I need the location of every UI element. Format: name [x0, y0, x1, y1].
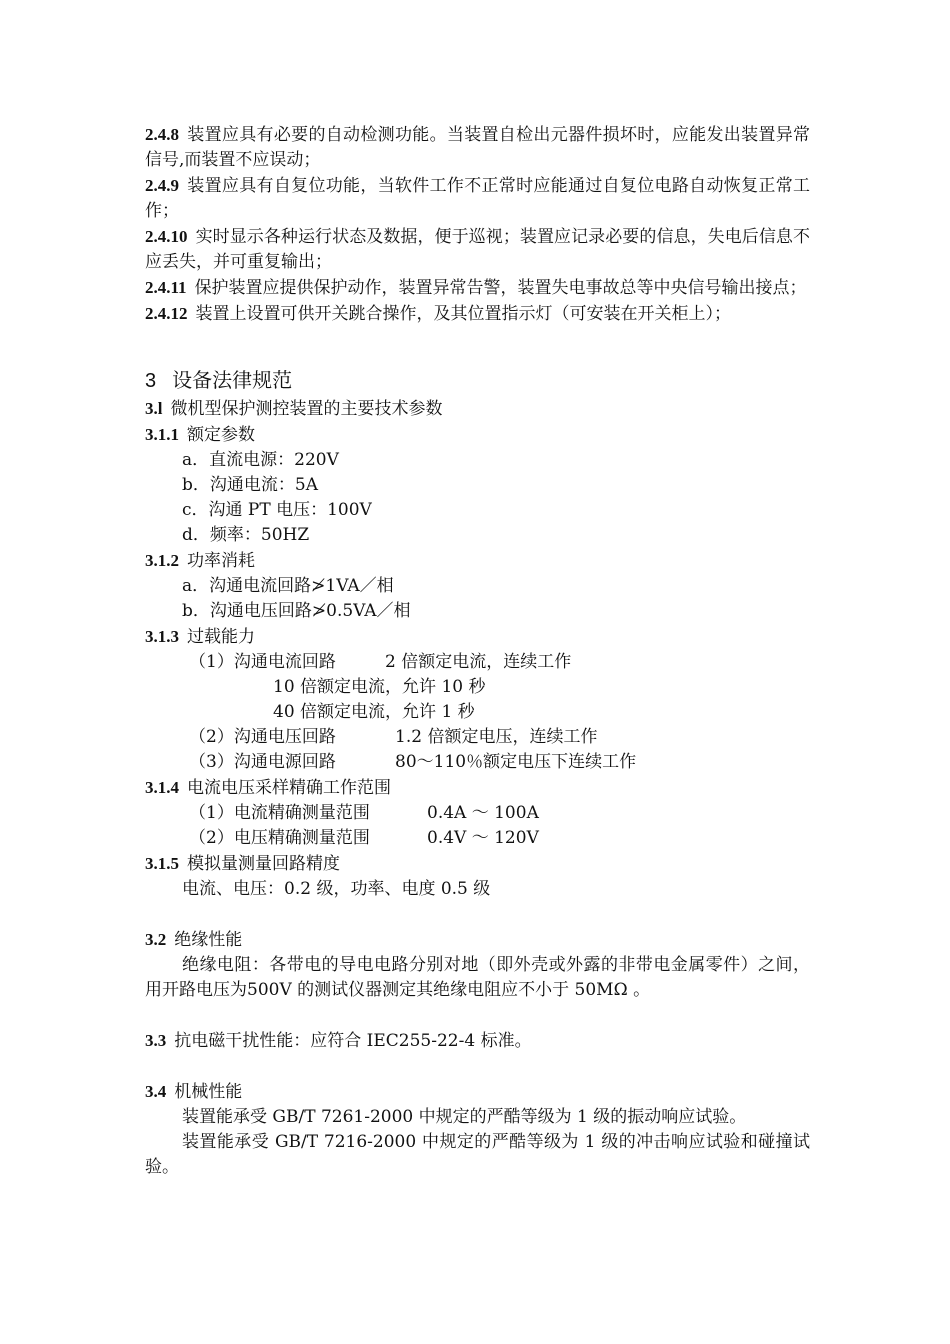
list-item: a．直流电源：220V — [182, 450, 339, 470]
clause-number: 3.1.3 — [145, 627, 179, 646]
clause-paragraph: 装置能承受 GB/T 7261-2000 中规定的严酷等级为 1 级的振动响应试验。 — [182, 1107, 747, 1127]
clause-3-1-5 — [145, 851, 810, 877]
row-value: 2 倍额定电流，连续工作 — [385, 652, 572, 672]
clause-text: 装置上设置可供开关跳合操作，及其位置指示灯（可安装在开关柜上）； — [195, 304, 731, 324]
clause-number: 3.l — [145, 399, 163, 418]
clause-3-1-4 — [145, 775, 810, 801]
clause-number: 3.4 — [145, 1082, 167, 1101]
list-item: c．沟通 PT 电压：100V — [182, 500, 372, 520]
clause-number: 3.1.1 — [145, 425, 179, 444]
clause-text: 机械性能 — [174, 1082, 243, 1102]
clause-detail: 电流、电压：0.2 级，功率、电度 0.5 级 — [182, 879, 491, 899]
clause-number: 2.4.10 — [145, 227, 188, 246]
list-item: a．沟通电流回路≯1VA／相 — [182, 576, 394, 596]
spacer — [145, 327, 810, 365]
range-row — [145, 801, 810, 826]
clause-number: 2.4.9 — [145, 176, 179, 195]
overload-row — [145, 750, 810, 775]
clause-detail: 绝缘电阻：各带电的导电电路分别对地（即外壳或外露的非带电金属零件）之间，用开路电压为500V 的测试仪器测定其绝缘电阻应不小于 50MΩ 。 — [145, 955, 810, 1000]
clause-number: 2.4.12 — [145, 304, 188, 323]
range-row — [145, 826, 810, 851]
clause-text: 实时显示各种运行状态及数据，便于巡视；装置应记录必要的信息，失电后信息不应丢失，并可重复输出； — [145, 227, 810, 272]
clause-text: 模拟量测量回路精度 — [187, 854, 340, 874]
section-3-heading — [145, 365, 810, 396]
clause-text: 保护装置应提供保护动作，装置异常告警，装置失电事故总等中央信号输出接点； — [194, 278, 807, 298]
clause-2-4-12 — [145, 301, 810, 327]
clause-2-4-9 — [145, 173, 810, 224]
clause-3-1 — [145, 396, 810, 422]
document-page — [145, 122, 810, 1180]
clause-number: 3.1.5 — [145, 854, 179, 873]
clause-number: 3.1.2 — [145, 551, 179, 570]
row-value: 0.4V ～ 120V — [427, 828, 539, 848]
row-value: 80～110％额定电压下连续工作 — [395, 752, 637, 772]
clause-number: 2.4.8 — [145, 125, 179, 144]
clause-text: 绝缘性能 — [174, 930, 243, 950]
section-number: 3 — [145, 370, 157, 392]
spacer — [145, 1054, 810, 1079]
overload-row-extra: 10 倍额定电流，允许 10 秒 — [273, 677, 486, 697]
list-item: b．沟通电流：5A — [182, 475, 318, 495]
clause-text: 装置应具有自复位功能，当软件工作不正常时应能通过自复位电路自动恢复正常工作； — [145, 176, 810, 221]
clause-number: 2.4.11 — [145, 278, 187, 297]
row-value: 0.4A ～ 100A — [427, 803, 539, 823]
clause-text: 功率消耗 — [187, 551, 255, 571]
clause-2-4-11 — [145, 275, 810, 301]
clause-number: 3.1.4 — [145, 778, 179, 797]
clause-text: 装置应具有必要的自动检测功能。当装置自检出元器件损坏时，应能发出装置异常信号,而装置不应误动； — [145, 125, 810, 170]
clause-3-1-1 — [145, 422, 810, 448]
clause-number: 3.3 — [145, 1031, 167, 1050]
row-label: （1）沟通电流回路 — [189, 652, 336, 672]
clause-text: 电流电压采样精确工作范围 — [187, 778, 391, 798]
clause-text: 微机型保护测控装置的主要技术参数 — [170, 399, 443, 419]
clause-3-2 — [145, 927, 810, 953]
clause-2-4-8 — [145, 122, 810, 173]
list-item: b．沟通电压回路≯0.5VA／相 — [182, 601, 411, 621]
section-title: 设备法律规范 — [172, 368, 293, 392]
clause-3-4 — [145, 1079, 810, 1105]
overload-row-extra: 40 倍额定电流，允许 1 秒 — [273, 702, 475, 722]
clause-3-3 — [145, 1028, 810, 1054]
row-label: （1）电流精确测量范围 — [189, 803, 370, 823]
clause-text: 额定参数 — [187, 425, 255, 445]
spacer — [145, 1003, 810, 1028]
clause-text: 过载能力 — [187, 627, 255, 647]
spacer — [145, 902, 810, 927]
row-label: （2）沟通电压回路 — [189, 727, 336, 747]
clause-3-1-3 — [145, 624, 810, 650]
row-label: （3）沟通电源回路 — [189, 752, 336, 772]
clause-number: 3.2 — [145, 930, 167, 949]
overload-row — [145, 650, 810, 675]
overload-row — [145, 725, 810, 750]
clause-paragraph: 装置能承受 GB/T 7216-2000 中规定的严酷等级为 1 级的冲击响应试验和碰撞试验。 — [145, 1132, 810, 1177]
clause-text: 抗电磁干扰性能：应符合 IEC255-22-4 标准。 — [174, 1031, 532, 1051]
list-item: d．频率：50HZ — [182, 525, 310, 545]
clause-3-1-2 — [145, 548, 810, 574]
clause-2-4-10 — [145, 224, 810, 275]
row-value: 1.2 倍额定电压，连续工作 — [395, 727, 598, 747]
row-label: （2）电压精确测量范围 — [189, 828, 370, 848]
